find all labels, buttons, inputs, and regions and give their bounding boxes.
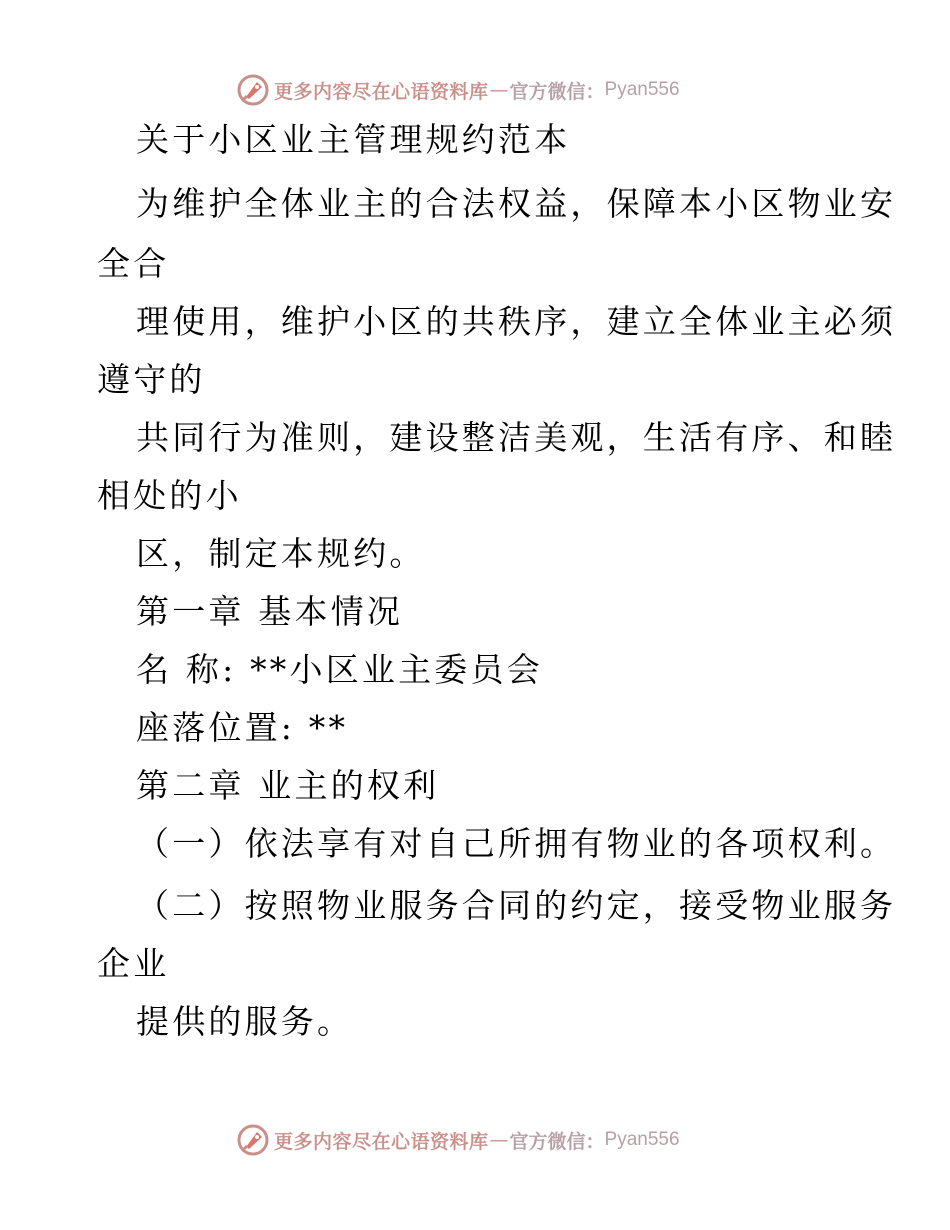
paragraph-line: 理使用，维护小区的共秩序，建立全体业主必须 [136,302,897,341]
watermark-separator: — [489,1129,509,1151]
watermark-contact-id: Pyan556 [604,1129,680,1150]
paragraph-line: 共同行为准则，建设整洁美观，生活有序、和睦 [136,418,897,457]
chapter-heading: 第二章 业主的权利 [136,766,440,805]
pen-nib-circle-icon [236,73,270,107]
header-watermark [236,72,680,108]
info-line: 名 称: **小区业主委员会 [136,650,543,689]
watermark-text: 更多内容尽在心语资料库 [274,80,489,103]
chapter-heading: 第一章 基本情况 [136,592,404,631]
watermark-separator: — [489,79,509,101]
footer-watermark [236,1122,680,1158]
paragraph-line: 提供的服务。 [136,1002,354,1041]
list-item: （一）依法享有对自己所拥有物业的各项权利。 [136,824,897,863]
paragraph-line: 企业 [97,944,170,983]
paragraph-line: 相处的小 [97,476,242,515]
list-item: （二）按照物业服务合同的约定，接受物业服务 [136,886,897,925]
paragraph-line: 区，制定本规约。 [136,534,426,573]
watermark-text: 更多内容尽在心语资料库 [274,1130,489,1153]
paragraph-line: 遵守的 [97,360,206,399]
document-title: 关于小区业主管理规约范本 [136,120,571,159]
info-line: 座落位置: ** [136,708,349,747]
watermark-contact-label: 官方微信： [509,80,605,103]
watermark-contact-id: Pyan556 [604,79,680,100]
paragraph-line: 为维护全体业主的合法权益，保障本小区物业安 [136,184,897,223]
pen-nib-circle-icon [236,1123,270,1157]
watermark-contact-label: 官方微信： [509,1130,605,1153]
paragraph-line: 全合 [97,244,170,283]
